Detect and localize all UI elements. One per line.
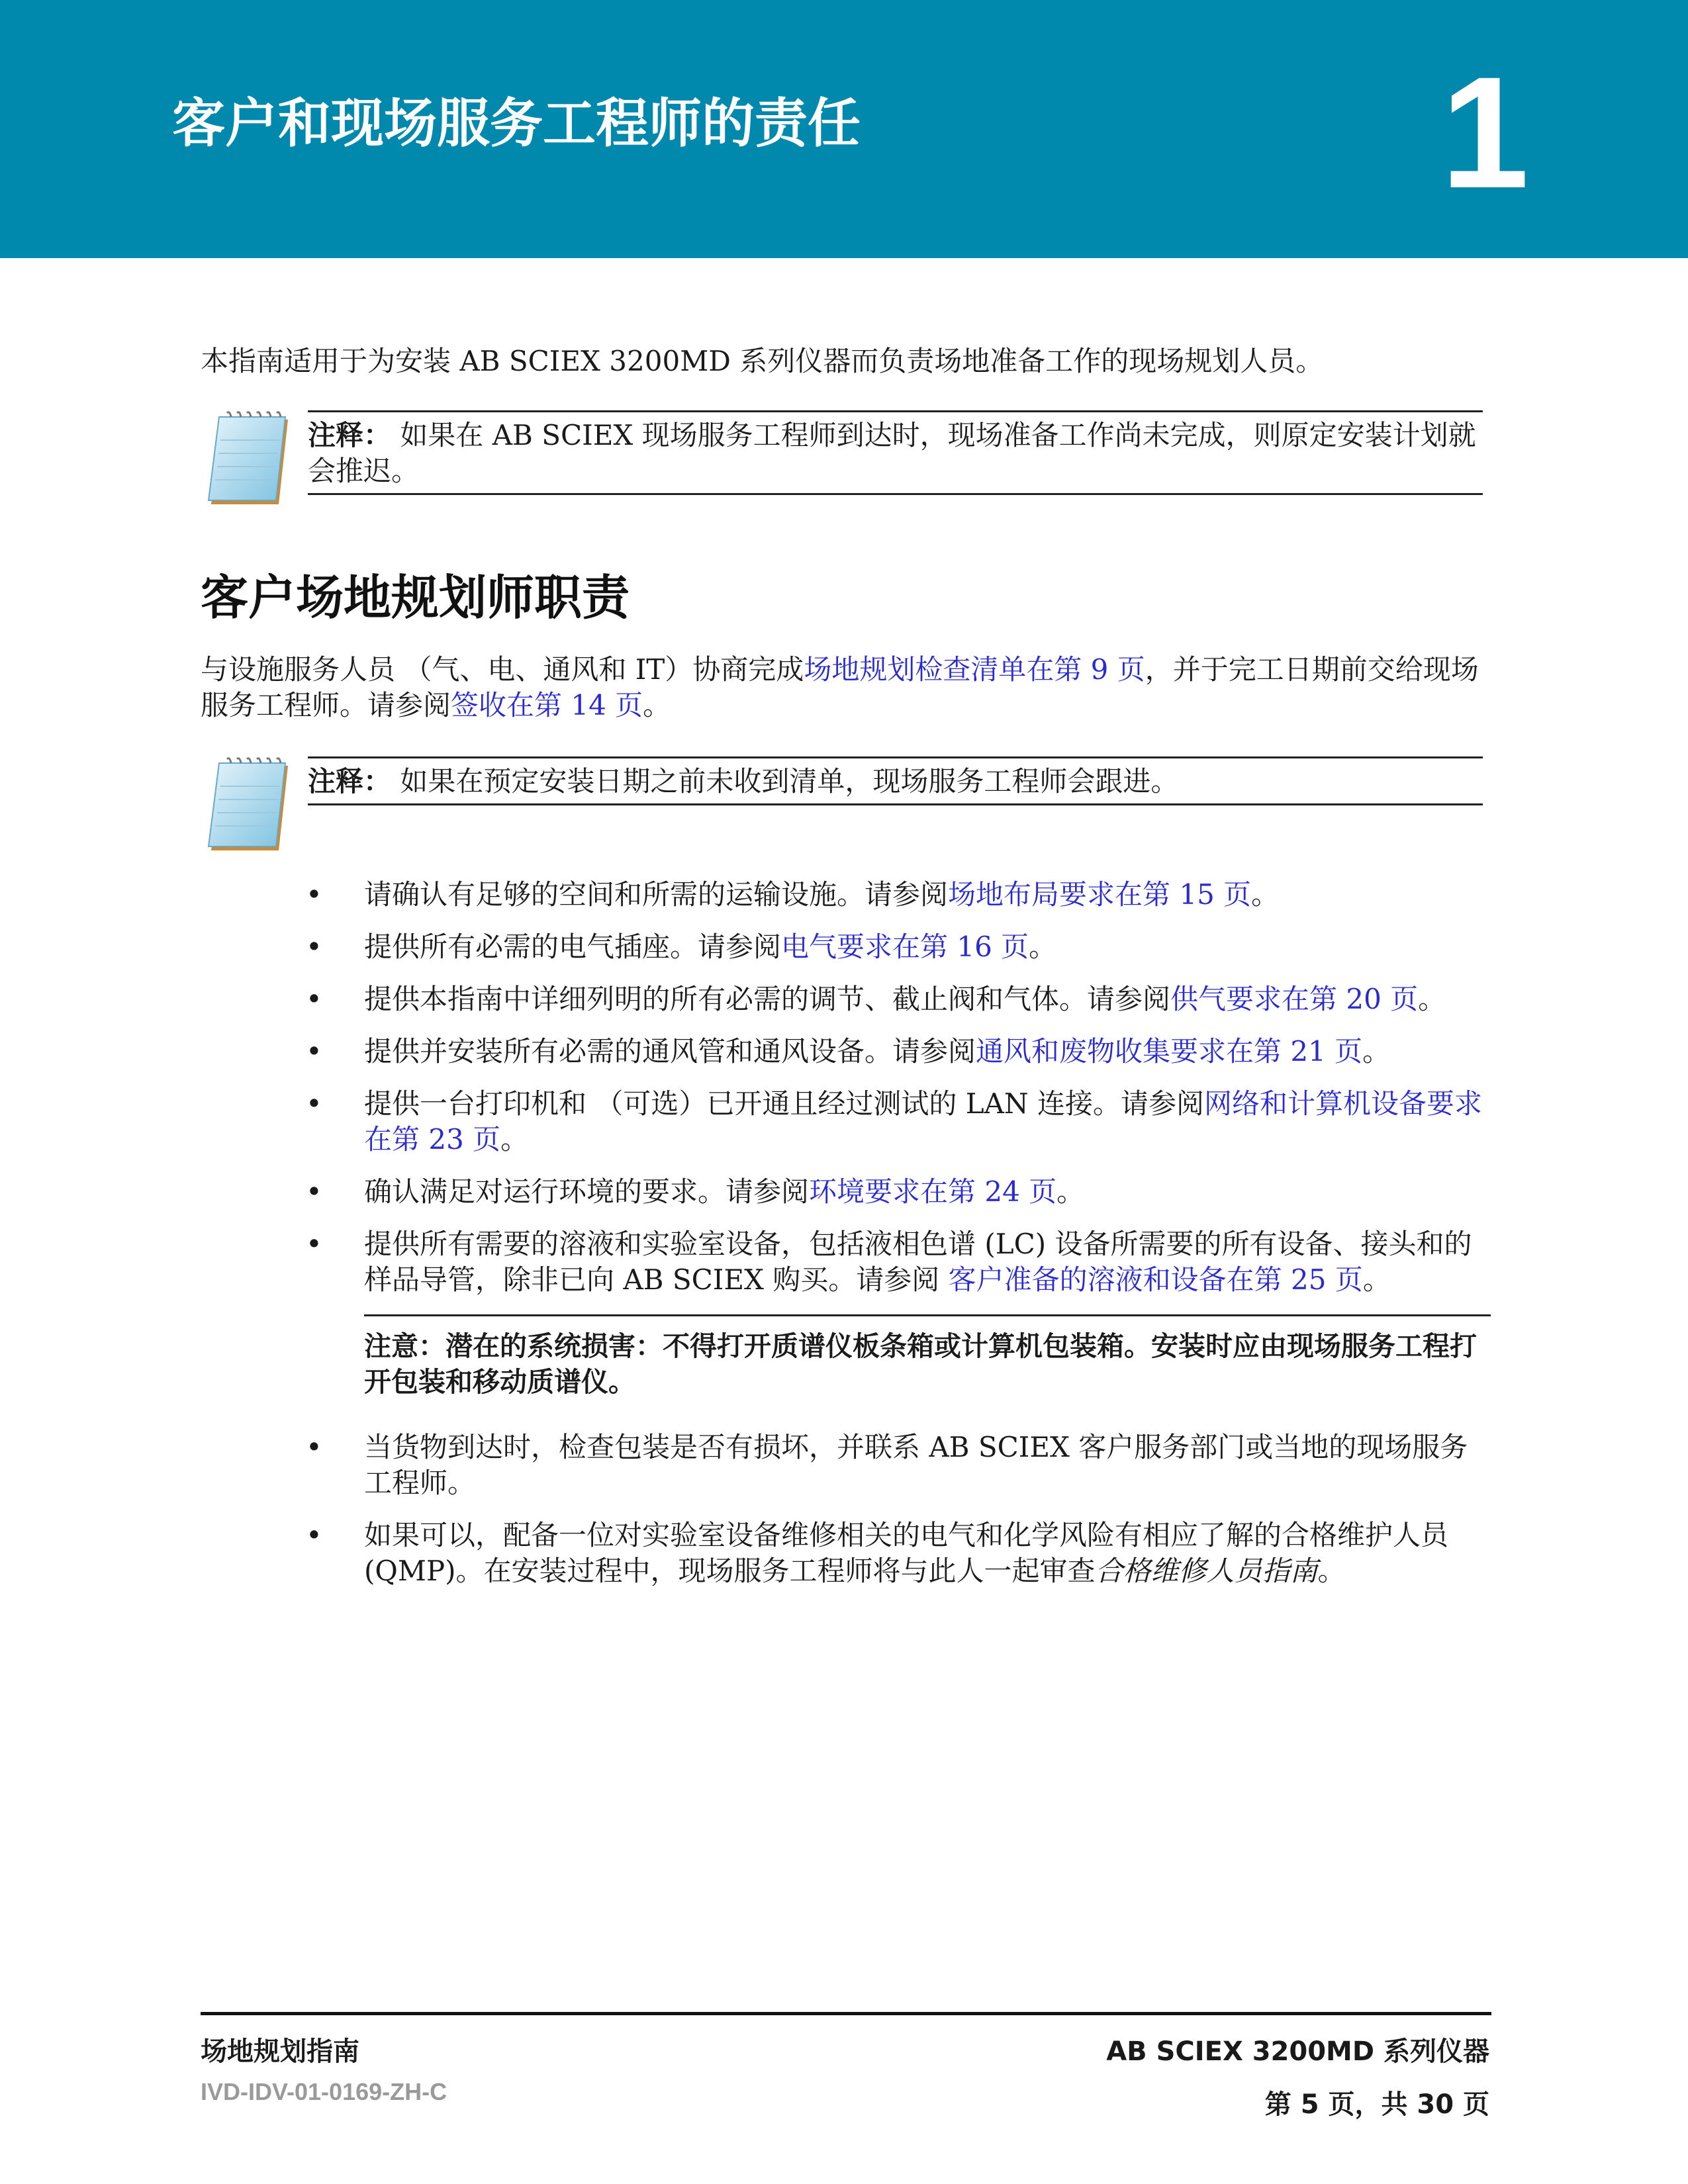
list-item [306,1034,1491,1069]
list-item-text: 请确认有足够的空间和所需的运输设施。请参阅 [364,878,949,911]
link-ventilation[interactable]: 通风和废物收集要求在第 21 页 [976,1035,1363,1068]
list-item-text: 提供所有需要的溶液和实验室设备，包括液相色谱 (LC) 设备所需要的所有设备、接头和的样品导管，除非已向 AB SCIEX 购买。请参阅 [364,1228,1472,1296]
list-item [306,929,1491,965]
bullet-icon: • [306,1087,322,1120]
link-environment[interactable]: 环境要求在第 24 页 [809,1175,1057,1208]
note-label: 注释： [308,419,392,451]
notepad-icon [201,756,297,856]
para-text-1: 与设施服务人员 （气、电、通风和 IT）协商完成 [201,653,804,686]
footer-product-title: AB SCIEX 3200MD 系列仪器 [1106,2036,1489,2067]
section-heading: 客户场地规划师职责 [201,570,630,625]
guide-title-italic: 合格维修人员指南 [1095,1555,1318,1587]
list-item-tail: 。 [1362,1263,1391,1296]
note-block-1 [201,410,1483,510]
chapter-banner [0,0,1688,258]
bullet-icon: • [306,1228,322,1260]
list-item-text: 当货物到达时，检查包装是否有损坏，并联系 AB SCIEX 客户服务部门或当地的现场服务工程师。 [364,1431,1468,1499]
note-block-2 [201,756,1483,856]
list-item-text: 提供一台打印机和 （可选）已开通且经过测试的 LAN 连接。请参阅 [364,1087,1205,1120]
list-item [306,1518,1491,1589]
list-item-tail: 。 [1317,1555,1346,1587]
list-item [306,877,1491,913]
note-box-2 [308,756,1483,805]
notepad-icon [201,410,297,510]
bullet-icon: • [306,1175,322,1208]
bullet-icon: • [306,878,322,911]
note-text: 如果在预定安装日期之前未收到清单，现场服务工程师会跟进。 [391,765,1179,797]
bullet-icon: • [306,1035,322,1068]
responsibility-list [306,877,1491,1606]
list-item-text: 提供并安装所有必需的通风管和通风设备。请参阅 [364,1035,976,1068]
link-site-layout[interactable]: 场地布局要求在第 15 页 [948,878,1252,911]
link-network[interactable]: 网络和计算机设备要求在第 23 页 [364,1087,1483,1156]
link-solutions[interactable]: 客户准备的溶液和设备在第 25 页 [948,1263,1363,1296]
bullet-icon: • [306,1431,322,1463]
list-item-tail: 。 [1056,1175,1085,1208]
link-gas-supply[interactable]: 供气要求在第 20 页 [1170,983,1419,1015]
list-item-tail: 。 [1362,1035,1391,1068]
list-item-text: 提供所有必需的电气插座。请参阅 [364,931,782,963]
caution-block [306,1314,1491,1400]
list-item-text: 确认满足对运行环境的要求。请参阅 [364,1175,810,1208]
footer-page-number: 第 5 页，共 30 页 [1264,2089,1489,2120]
list-item-tail: 。 [1418,983,1446,1015]
footer-rule [201,2012,1491,2015]
list-item [306,1086,1491,1158]
list-item-tail: 。 [500,1123,529,1156]
list-item-text: 如果可以，配备一位对实验室设备维修相关的电气和化学风险有相应了解的合格维护人员 (QMP)。在安装过程中，现场服务工程师将与此人一起审查 [364,1519,1449,1587]
list-item-tail: 。 [1029,931,1057,963]
section-paragraph [201,652,1491,723]
link-site-checklist[interactable]: 场地规划检查清单在第 9 页 [804,653,1145,686]
list-item-text: 提供本指南中详细列明的所有必需的调节、截止阀和气体。请参阅 [364,983,1171,1015]
footer-doc-id: IVD-IDV-01-0169-ZH-C [201,2078,447,2105]
chapter-number: 1 [1440,44,1529,221]
list-item [306,1430,1491,1501]
list-item-tail: 。 [1251,878,1280,911]
note-label: 注释： [308,765,392,797]
link-electrical[interactable]: 电气要求在第 16 页 [781,931,1029,963]
para-text-3: 。 [643,689,671,721]
list-item [306,1226,1491,1298]
caution-text: 注意：潜在的系统损害：不得打开质谱仪板条箱或计算机包装箱。安装时应由现场服务工程打开包装和移动质谱仪。 [364,1314,1491,1400]
footer-guide-title: 场地规划指南 [201,2036,359,2067]
bullet-icon: • [306,931,322,963]
bullet-icon: • [306,1519,322,1551]
intro-paragraph: 本指南适用于为安装 AB SCIEX 3200MD 系列仪器而负责场地准备工作的现场规划人员。 [201,345,1324,377]
note-box-1 [308,410,1483,495]
bullet-icon: • [306,983,322,1015]
para-text-2: ，并于完工日期前交给现场服务工程师。请参阅 [201,653,1479,721]
note-text: 如果在 AB SCIEX 现场服务工程师到达时，现场准备工作尚未完成，则原定安装计划就会推迟。 [308,419,1476,487]
list-item [306,1174,1491,1210]
chapter-title: 客户和现场服务工程师的责任 [172,93,861,154]
list-item [306,981,1491,1017]
link-signoff[interactable]: 签收在第 14 页 [451,689,643,721]
